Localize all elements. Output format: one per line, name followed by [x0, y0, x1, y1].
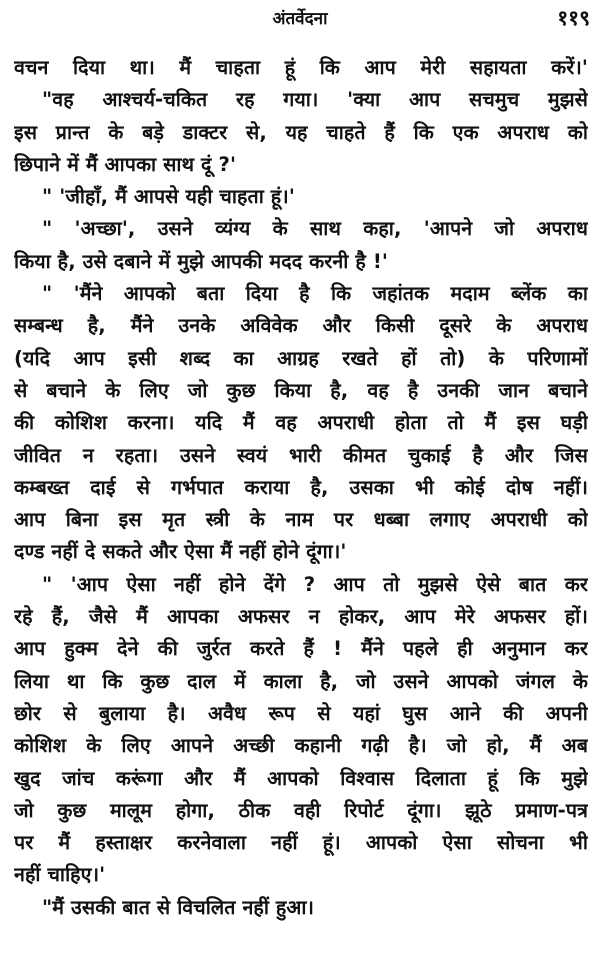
body-text — [14, 52, 588, 924]
text-line: लिया था कि कुछ दाल में काला है, जो उसने आपको जंगल के — [14, 669, 588, 693]
text-line: इस प्रान्त के बड़े डाक्टर से, यह चाहते हैं कि एक अपराध को — [14, 120, 588, 144]
text-line: कोशिश के लिए आपने अच्छी कहानी गढ़ी है। जो हो, मैं अब — [14, 734, 588, 758]
text-line: किया है, उसे दबाने में मुझे आपकी मदद करनी है !' — [14, 249, 388, 273]
text-line: आप बिना इस मृत स्त्री के नाम पर धब्बा लगाए अपराधी को — [14, 508, 588, 532]
text-line: जीवित न रहता। उसने स्वयं भारी कीमत चुकाई है और जिस — [14, 443, 588, 467]
text-line: नहीं चाहिए।' — [14, 863, 106, 887]
text-line: " 'मैंने आपको बता दिया है कि जहांतक मदाम ब्लेंक का — [42, 282, 588, 306]
text-line: खुद जांच करूंगा और मैं आपको विश्वास दिलाता हूं कि मुझे — [14, 766, 588, 790]
text-line: छोर से बुलाया है। अवैध रूप से यहां घुस आने की अपनी — [14, 701, 588, 725]
text-line: सम्बन्ध है, मैंने उनके अविवेक और किसी दूसरे के अपराध — [14, 314, 588, 338]
text-line: रहे हैं, जैसे मैं आपका अफसर न होकर, आप मेरे अफसर हों। — [14, 605, 588, 629]
text-line: " 'आप ऐसा नहीं होने देंगे ? आप तो मुझसे ऐसे बात कर — [42, 572, 588, 596]
page-number: ११९ — [557, 6, 590, 30]
text-line: जो कुछ मालूम होगा, ठीक वही रिपोर्ट दूंगा। झूठे प्रमाण-पत्र — [14, 798, 588, 822]
text-line: "वह आश्चर्य-चकित रह गया। 'क्या आप सचमुच मुझसे — [42, 88, 588, 112]
text-line: आप हुक्म देने की जुर्रत करते हैं ! मैंने पहले ही अनुमान कर — [14, 637, 588, 661]
text-line: छिपाने में मैं आपका साथ दूं ?' — [14, 152, 237, 176]
text-line: (यदि आप इसी शब्द का आग्रह रखते हों तो) के परिणामों — [14, 346, 588, 370]
text-line: कम्बख्त दाई से गर्भपात कराया है, उसका भी कोई दोष नहीं। — [14, 475, 588, 499]
text-line: से बचाने के लिए जो कुछ किया है, वह है उनकी जान बचाने — [14, 378, 588, 402]
text-line: "मैं उसकी बात से विचलित नहीं हुआ। — [42, 895, 315, 919]
text-line: " 'अच्छा', उसने व्यंग्य के साथ कहा, 'आपने जो अपराध — [42, 217, 588, 241]
text-line: " 'जीहाँ, मैं आपसे यही चाहता हूं।' — [42, 185, 295, 209]
running-title: अंतर्वेदना — [272, 9, 328, 29]
text-line: पर मैं हस्ताक्षर करनेवाला नहीं हूं। आपको ऐसा सोचना भी — [14, 831, 588, 855]
page-header — [0, 6, 600, 34]
text-line: वचन दिया था। मैं चाहता हूं कि आप मेरी सहायता करें।' — [14, 56, 588, 79]
text-line: की कोशिश करना। यदि मैं वह अपराधी होता तो मैं इस घड़ी — [14, 411, 588, 435]
text-line: दण्ड नहीं दे सकते और ऐसा मैं नहीं होने दूंगा।' — [14, 540, 347, 564]
